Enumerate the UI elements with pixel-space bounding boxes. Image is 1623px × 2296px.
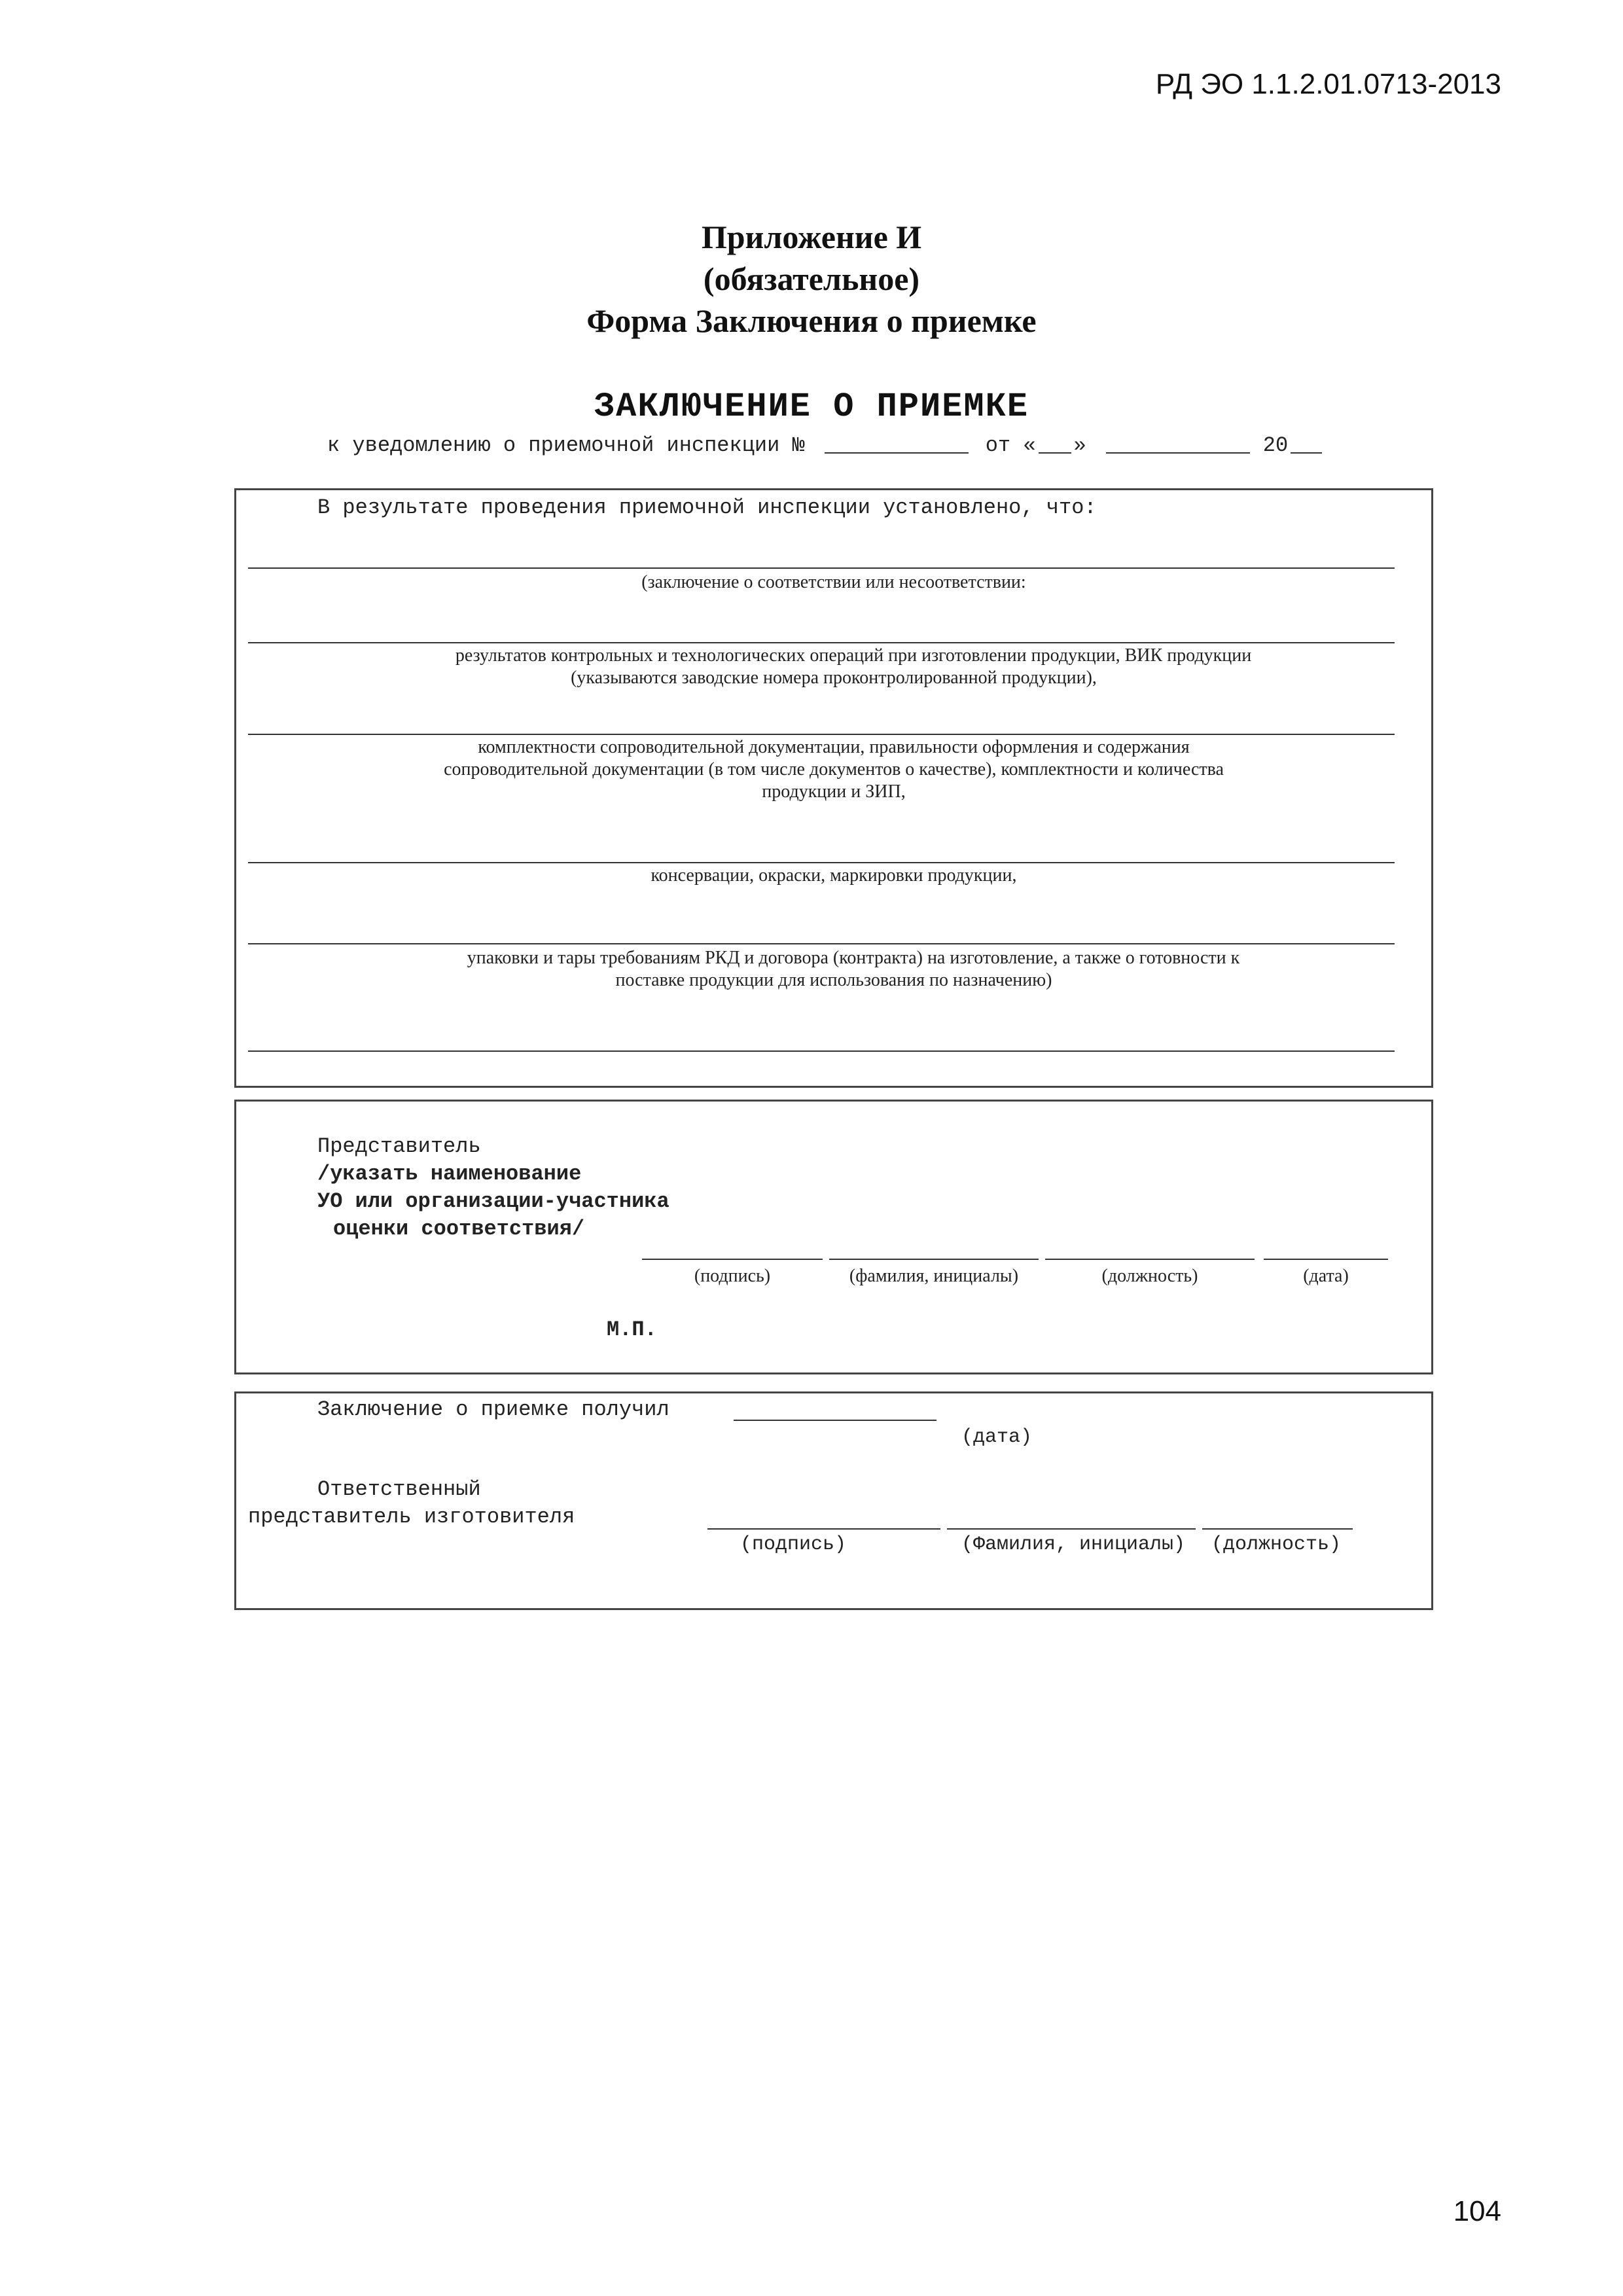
appendix-title: Приложение И [701,219,922,255]
conclusion-line-5[interactable] [248,943,1395,944]
responsible-label-2: представитель изготовителя [248,1505,575,1529]
rep-name-line[interactable] [829,1259,1039,1260]
month-blank[interactable] [1106,452,1250,454]
subtitle-prefix: к уведомлению о приемочной инспекции № [327,433,805,457]
rep-position-label: (должность) [1101,1266,1198,1286]
rep-signature-label: (подпись) [694,1266,771,1286]
rep-hint-1: /указать наименование [317,1162,582,1186]
subtitle-quote-close: » [1073,433,1086,457]
responsible-position-label: (должность) [1211,1534,1342,1556]
subtitle-from: от « [985,433,1036,457]
appendix-form-name: Форма Заключения о приемке [586,302,1037,339]
representative-box [234,1100,1433,1374]
conclusion-line-2[interactable] [248,642,1395,643]
receipt-box [234,1391,1433,1610]
rep-date-label: (дата) [1303,1266,1349,1286]
receipt-date-line[interactable] [734,1420,936,1421]
responsible-name-label: (Фамилия, инициалы) [961,1534,1186,1556]
rep-date-line[interactable] [1264,1259,1388,1260]
conclusion-box [234,488,1433,1088]
responsible-name-line[interactable] [947,1528,1196,1530]
rep-signature-line[interactable] [642,1259,823,1260]
conclusion-hint-3b: сопроводительной документации (в том числе документов о качестве), комплектности и количества [444,759,1224,780]
notice-number-blank[interactable] [825,452,969,454]
conclusion-hint-4: консервации, окраски, маркировки продукции, [651,865,1017,886]
conclusion-hint-2b: (указываются заводские номера проконтролированной продукции), [571,668,1097,688]
page-number: 104 [1453,2195,1501,2227]
conclusion-line-3[interactable] [248,734,1395,735]
rep-hint-2: УО или организации-участника [317,1189,669,1213]
conclusion-hint-3c: продукции и ЗИП, [762,781,906,802]
form-subtitle [327,433,1322,457]
conclusion-intro: В результате проведения приемочной инспекции установлено, что: [317,495,1097,520]
day-blank[interactable] [1039,452,1071,454]
conclusion-hint-5a: упаковки и тары требованиям РКД и договора (контракта) на изготовление, а также о готовности к [467,948,1240,968]
conclusion-line-1[interactable] [248,567,1395,569]
stamp-mark: М.П. [607,1318,657,1342]
responsible-position-line[interactable] [1202,1528,1353,1530]
year-blank[interactable] [1291,452,1322,454]
conclusion-hint-2a: результатов контрольных и технологических операций при изготовлении продукции, ВИК продукции [455,645,1252,666]
document-code: РД ЭО 1.1.2.01.0713-2013 [1155,68,1501,100]
responsible-signature-label: (подпись) [740,1534,847,1556]
responsible-signature-line[interactable] [707,1528,940,1530]
conclusion-hint-1: (заключение о соответствии или несоответствии: [641,572,1026,592]
conclusion-line-6[interactable] [248,1050,1395,1052]
rep-label: Представитель [317,1134,481,1158]
conclusion-line-4[interactable] [248,862,1395,863]
conclusion-hint-3a: комплектности сопроводительной документации, правильности оформления и содержания [478,737,1190,757]
receipt-date-label: (дата) [961,1426,1033,1448]
receipt-label: Заключение о приемке получил [317,1397,669,1422]
rep-hint-3: оценки соответствия/ [333,1217,585,1241]
rep-position-line[interactable] [1045,1259,1255,1260]
conclusion-hint-5b: поставке продукции для использования по назначению) [615,970,1052,990]
responsible-label-1: Ответственный [317,1477,481,1501]
form-title: ЗАКЛЮЧЕНИЕ О ПРИЕМКЕ [594,387,1029,426]
appendix-status: (обязательное) [703,260,920,297]
subtitle-year: 20 [1262,433,1289,457]
rep-name-label: (фамилия, инициалы) [849,1266,1019,1286]
